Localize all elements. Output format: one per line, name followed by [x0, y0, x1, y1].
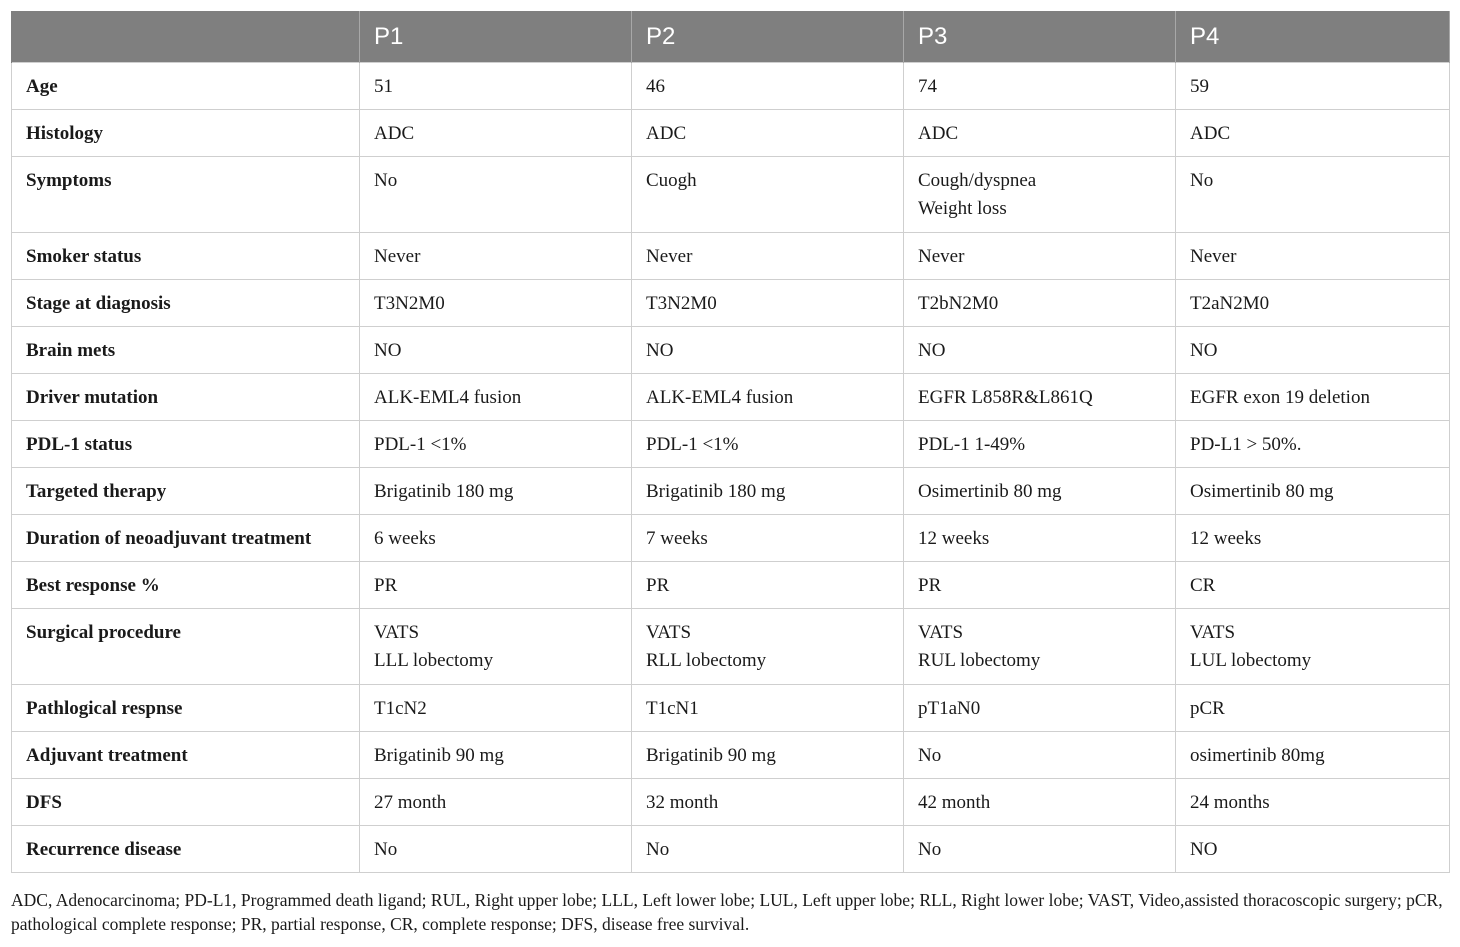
table-cell-p4: [1176, 421, 1450, 468]
table-cell-p2: [632, 63, 904, 110]
cell-line: PDL-1 <1%: [374, 434, 467, 455]
cell-line: 12 weeks: [918, 528, 990, 549]
cell-line: Osimertinib 80 mg: [918, 481, 1062, 502]
cell-line: Osimertinib 80 mg: [1190, 481, 1334, 502]
header-row: [12, 11, 1450, 63]
cell-line: Brigatinib 180 mg: [374, 481, 514, 502]
table-cell-p3: [904, 233, 1176, 280]
cell-line: NO: [646, 340, 674, 361]
table-cell-p4: [1176, 562, 1450, 609]
table-cell-p2: [632, 157, 904, 233]
table-row: [12, 327, 1450, 374]
table-row: [12, 779, 1450, 826]
table-footnote: ADC, Adenocarcinoma; PD-L1, Programmed death ligand; RUL, Right upper lobe; LLL, Left lower lobe; LUL, Left upper lobe; RLL, Right lower lobe; VAST, Video,assisted thoracoscopic surgery; pCR, pathological complete response; PR, partial response, CR, complete response; DFS, disease free survival.: [11, 890, 1443, 934]
table-cell-p2: [632, 280, 904, 327]
cell-line: VATS: [374, 622, 420, 643]
cell-line: 32 month: [646, 792, 719, 813]
cell-line: LLL lobectomy: [374, 650, 494, 671]
table-cell-p1: [360, 779, 632, 826]
cell-line: Cough/dyspnea: [918, 170, 1037, 191]
table-row: [12, 233, 1450, 280]
cell-line: EGFR L858R&L861Q: [918, 387, 1093, 408]
table-cell-p2: [632, 685, 904, 732]
table-cell-p3: [904, 327, 1176, 374]
cell-line: Cuogh: [646, 170, 697, 191]
cell-line: PR: [646, 575, 670, 596]
row-label: Adjuvant treatment: [12, 732, 360, 779]
table-row: [12, 515, 1450, 562]
table-cell-p1: [360, 685, 632, 732]
table-row: [12, 732, 1450, 779]
table-row: [12, 826, 1450, 873]
row-label: Brain mets: [12, 327, 360, 374]
row-label: Surgical procedure: [12, 609, 360, 685]
header-cell-p1: P1: [360, 11, 632, 63]
cell-line: Never: [646, 246, 693, 267]
cell-line: No: [918, 745, 942, 766]
cell-line: Brigatinib 90 mg: [646, 745, 776, 766]
table-cell-p2: [632, 327, 904, 374]
cell-line: Brigatinib 180 mg: [646, 481, 786, 502]
table-row: [12, 63, 1450, 110]
cell-line: T2bN2M0: [918, 293, 999, 314]
table-cell-p2: [632, 110, 904, 157]
row-label: Best response %: [12, 562, 360, 609]
table-cell-p4: [1176, 732, 1450, 779]
cell-line: 51: [374, 76, 393, 97]
cell-line: NO: [918, 340, 946, 361]
cell-line: Brigatinib 90 mg: [374, 745, 504, 766]
cell-line: RUL lobectomy: [918, 650, 1041, 671]
cell-line: osimertinib 80mg: [1190, 745, 1325, 766]
table-cell-p2: [632, 468, 904, 515]
cell-line: 27 month: [374, 792, 447, 813]
cell-line: 46: [646, 76, 665, 97]
cell-line: PDL-1 1-49%: [918, 434, 1026, 455]
table-cell-p3: [904, 515, 1176, 562]
table-cell-p1: [360, 374, 632, 421]
table-cell-p3: [904, 779, 1176, 826]
table-cell-p1: [360, 157, 632, 233]
table-cell-p3: [904, 609, 1176, 685]
cell-line: 74: [918, 76, 937, 97]
table-cell-p1: [360, 421, 632, 468]
table-body: [12, 63, 1450, 873]
cell-line: No: [374, 839, 398, 860]
cell-line: VATS: [646, 622, 692, 643]
table-cell-p2: [632, 562, 904, 609]
row-label: Pathlogical respnse: [12, 685, 360, 732]
table-cell-p3: [904, 280, 1176, 327]
table-cell-p4: [1176, 374, 1450, 421]
table-cell-p2: [632, 515, 904, 562]
cell-line: 6 weeks: [374, 528, 436, 549]
cell-line: ALK-EML4 fusion: [374, 387, 522, 408]
cell-line: No: [918, 839, 942, 860]
table-cell-p4: [1176, 779, 1450, 826]
row-label: DFS: [12, 779, 360, 826]
row-label: Smoker status: [12, 233, 360, 280]
cell-line: RLL lobectomy: [646, 650, 767, 671]
cell-line: T1cN1: [646, 698, 699, 719]
patient-characteristics-table-container: [11, 11, 1449, 873]
cell-line: Never: [918, 246, 965, 267]
table-row: [12, 374, 1450, 421]
table-cell-p4: [1176, 233, 1450, 280]
cell-line: pCR: [1190, 698, 1225, 719]
header-cell-p2: P2: [632, 11, 904, 63]
table-row: [12, 157, 1450, 233]
cell-line: ADC: [918, 123, 959, 144]
patient-characteristics-table: [11, 11, 1450, 873]
table-cell-p4: [1176, 280, 1450, 327]
table-cell-p4: [1176, 609, 1450, 685]
cell-line: Never: [1190, 246, 1237, 267]
row-label: Histology: [12, 110, 360, 157]
cell-line: 12 weeks: [1190, 528, 1262, 549]
table-cell-p3: [904, 732, 1176, 779]
cell-line: NO: [1190, 839, 1218, 860]
table-cell-p1: [360, 826, 632, 873]
header-cell-p4: P4: [1176, 11, 1450, 63]
row-label: PDL-1 status: [12, 421, 360, 468]
table-cell-p3: [904, 468, 1176, 515]
cell-line: No: [374, 170, 398, 191]
cell-line: LUL lobectomy: [1190, 650, 1312, 671]
table-cell-p4: [1176, 327, 1450, 374]
cell-line: No: [646, 839, 670, 860]
table-row: [12, 280, 1450, 327]
table-cell-p1: [360, 609, 632, 685]
header-cell-blank: [12, 11, 360, 63]
table-cell-p1: [360, 732, 632, 779]
table-cell-p2: [632, 233, 904, 280]
row-label: Driver mutation: [12, 374, 360, 421]
cell-line: PD-L1 > 50%.: [1190, 434, 1302, 455]
cell-line: 59: [1190, 76, 1209, 97]
table-cell-p1: [360, 562, 632, 609]
table-row: [12, 421, 1450, 468]
cell-line: Never: [374, 246, 421, 267]
row-label: Age: [12, 63, 360, 110]
row-label: Recurrence disease: [12, 826, 360, 873]
table-row: [12, 609, 1450, 685]
table-cell-p3: [904, 685, 1176, 732]
table-cell-p2: [632, 609, 904, 685]
cell-line: T2aN2M0: [1190, 293, 1270, 314]
row-label: Targeted therapy: [12, 468, 360, 515]
table-cell-p4: [1176, 515, 1450, 562]
cell-line: pT1aN0: [918, 698, 981, 719]
cell-line: 42 month: [918, 792, 991, 813]
cell-line: ADC: [1190, 123, 1231, 144]
table-cell-p3: [904, 157, 1176, 233]
row-label: Symptoms: [12, 157, 360, 233]
cell-line: VATS: [918, 622, 964, 643]
table-cell-p1: [360, 63, 632, 110]
table-cell-p4: [1176, 110, 1450, 157]
cell-line: ALK-EML4 fusion: [646, 387, 794, 408]
header-cell-p3: P3: [904, 11, 1176, 63]
cell-line: PR: [918, 575, 942, 596]
table-cell-p3: [904, 374, 1176, 421]
table-cell-p1: [360, 233, 632, 280]
table-cell-p4: [1176, 468, 1450, 515]
table-cell-p1: [360, 468, 632, 515]
cell-line: PDL-1 <1%: [646, 434, 739, 455]
cell-line: NO: [374, 340, 402, 361]
table-cell-p2: [632, 779, 904, 826]
table-row: [12, 562, 1450, 609]
table-cell-p3: [904, 421, 1176, 468]
table-cell-p4: [1176, 685, 1450, 732]
cell-line: VATS: [1190, 622, 1236, 643]
cell-line: 24 months: [1190, 792, 1270, 813]
table-cell-p3: [904, 562, 1176, 609]
table-cell-p2: [632, 732, 904, 779]
cell-line: No: [1190, 170, 1214, 191]
table-row: [12, 468, 1450, 515]
cell-line: T3N2M0: [374, 293, 445, 314]
table-cell-p4: [1176, 157, 1450, 233]
cell-line: 7 weeks: [646, 528, 708, 549]
table-cell-p3: [904, 63, 1176, 110]
table-cell-p2: [632, 421, 904, 468]
table-cell-p1: [360, 110, 632, 157]
table-cell-p1: [360, 327, 632, 374]
cell-line: T1cN2: [374, 698, 427, 719]
cell-line: ADC: [374, 123, 415, 144]
table-cell-p2: [632, 826, 904, 873]
table-cell-p4: [1176, 826, 1450, 873]
table-cell-p1: [360, 280, 632, 327]
row-label: Stage at diagnosis: [12, 280, 360, 327]
table-cell-p1: [360, 515, 632, 562]
table-cell-p3: [904, 826, 1176, 873]
table-cell-p4: [1176, 63, 1450, 110]
cell-line: ADC: [646, 123, 687, 144]
table-row: [12, 685, 1450, 732]
cell-line: EGFR exon 19 deletion: [1190, 387, 1370, 408]
table-cell-p2: [632, 374, 904, 421]
row-label: Duration of neoadjuvant treatment: [12, 515, 360, 562]
table-row: [12, 110, 1450, 157]
cell-line: NO: [1190, 340, 1218, 361]
cell-line: Weight loss: [918, 198, 1007, 219]
cell-line: T3N2M0: [646, 293, 717, 314]
cell-line: PR: [374, 575, 398, 596]
table-header: [12, 11, 1450, 63]
table-cell-p3: [904, 110, 1176, 157]
cell-line: CR: [1190, 575, 1216, 596]
